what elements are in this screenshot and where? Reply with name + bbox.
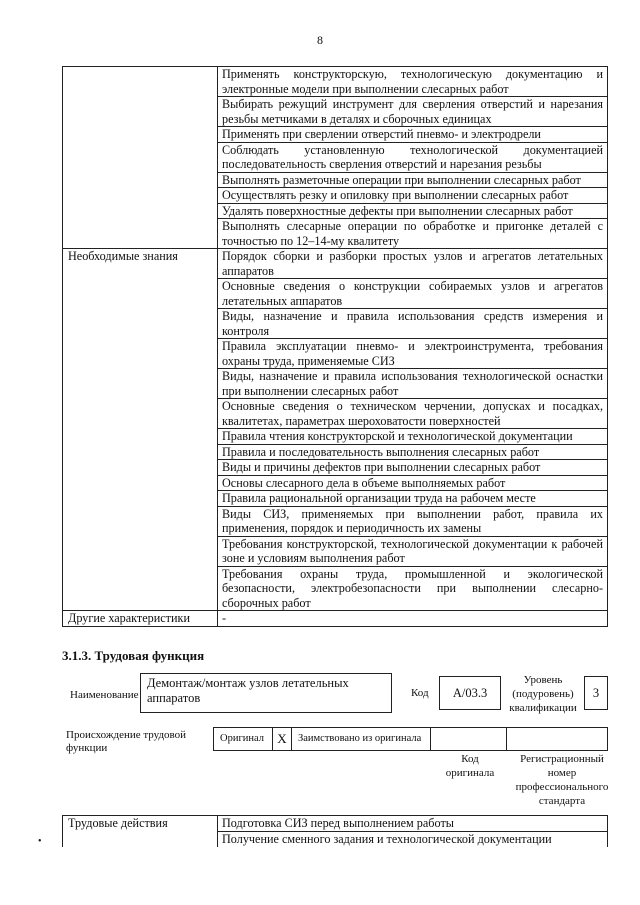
row-text: Применять при сверлении отверстий пневмо- и электродрели (218, 127, 608, 143)
table-row (63, 816, 608, 832)
page-number: 8 (317, 33, 323, 47)
reg-number-cell (506, 727, 608, 751)
row-text: Применять конструкторскую, технологическую документацию и электронные модели при выполнении слесарных работ (218, 67, 608, 97)
row-text: Порядок сборки и разборки простых узлов и агрегатов летательных аппаратов (218, 249, 608, 279)
row-label (63, 127, 218, 143)
level-label: Уровень (подуровень) квалификации (509, 674, 577, 714)
row-label (63, 566, 218, 611)
row-label (63, 429, 218, 445)
row-text: Выбирать режущий инструмент для сверления отверстий и нарезания резьбы метчиками в деталях и сборочных единицах (218, 97, 608, 127)
orig-code-cell (430, 727, 507, 751)
table-row (63, 339, 608, 369)
row-text: Правила рациональной организации труда на рабочем месте (218, 491, 608, 507)
row-text: Правила чтения конструкторской и технологической документации (218, 429, 608, 445)
row-label (63, 506, 218, 536)
table-row (63, 188, 608, 204)
row-label (63, 203, 218, 219)
table-row (63, 309, 608, 339)
row-label (63, 97, 218, 127)
table-row (63, 536, 608, 566)
row-text: Требования охраны труда, промышленной и экологической безопасности, электробезопасности при выполнении слесарно-сборочных работ (218, 566, 608, 611)
level-value-box: 3 (584, 676, 608, 710)
orig-code-label: Код оригинала (445, 753, 495, 779)
table-row (63, 460, 608, 476)
table-row (63, 127, 608, 143)
row-text: - (218, 611, 608, 627)
code-label: Код (411, 687, 429, 699)
row-label: Необходимые знания (63, 249, 218, 279)
row-label (63, 339, 218, 369)
row-label (63, 369, 218, 399)
section-title: 3.1.3. Трудовая функция (62, 648, 205, 663)
row-text: Осуществлять резку и опиловку при выполнении слесарных работ (218, 188, 608, 204)
table-row (63, 611, 608, 627)
table-row (63, 506, 608, 536)
table-row (63, 67, 608, 97)
row-label (63, 67, 218, 97)
original-mark: X (272, 727, 292, 751)
row-label (63, 475, 218, 491)
table-row (63, 172, 608, 188)
function-name-box: Демонтаж/монтаж узлов летательных аппаратов (140, 673, 392, 713)
row-text: Удалять поверхностные дефекты при выполнении слесарных работ (218, 203, 608, 219)
row-label (63, 536, 218, 566)
skills-knowledge-table (62, 66, 608, 627)
row-text: Виды и причины дефектов при выполнении слесарных работ (218, 460, 608, 476)
table-row (63, 369, 608, 399)
table-row (63, 444, 608, 460)
table-row (63, 203, 608, 219)
table-row (63, 399, 608, 429)
labor-actions-table (62, 815, 608, 847)
row-label (63, 142, 218, 172)
row-label: Трудовые действия (63, 816, 218, 832)
row-label (63, 219, 218, 249)
row-text: Выполнять слесарные операции по обработке и пригонке деталей с точностью по 12–14-му квалитету (218, 219, 608, 249)
origin-row (213, 727, 608, 751)
table-row (63, 97, 608, 127)
row-text: Требования конструкторской, технологической документации к рабочей зоне и условиям выполнения работ (218, 536, 608, 566)
row-label (63, 188, 218, 204)
table-row (63, 475, 608, 491)
table-row (63, 429, 608, 445)
row-text: Виды СИЗ, применяемых при выполнении работ, правила их применения, порядок и периодичность их замены (218, 506, 608, 536)
origin-label: Происхождение трудовой функции (66, 729, 187, 754)
row-label (63, 279, 218, 309)
row-label (63, 172, 218, 188)
row-text: Получение сменного задания и технологической документации (218, 832, 608, 848)
original-cell: Оригинал (213, 727, 273, 751)
table-row (63, 142, 608, 172)
table-row (63, 566, 608, 611)
row-text: Правила эксплуатации пневмо- и электроинструмента, требования охраны труда, применяемые СИЗ (218, 339, 608, 369)
row-text: Виды, назначение и правила использования средств измерения и контроля (218, 309, 608, 339)
row-label (63, 309, 218, 339)
table-row (63, 832, 608, 848)
row-text: Подготовка СИЗ перед выполнением работы (218, 816, 608, 832)
row-label (63, 460, 218, 476)
table-row (63, 219, 608, 249)
function-code-box: А/03.3 (439, 676, 501, 710)
row-label (63, 399, 218, 429)
reg-number-label: Регистрационный номер профессионального стандарта (515, 753, 609, 807)
row-text: Правила и последовательность выполнения слесарных работ (218, 444, 608, 460)
table-row (63, 279, 608, 309)
borrowed-cell: Заимствовано из оригинала (291, 727, 431, 751)
row-text: Виды, назначение и правила использования технологической оснастки при выполнении слесарных работ (218, 369, 608, 399)
table-row (63, 249, 608, 279)
row-label: Другие характеристики (63, 611, 218, 627)
row-text: Основные сведения о конструкции собираемых узлов и агрегатов летательных аппаратов (218, 279, 608, 309)
name-label: Наименование (70, 689, 139, 701)
row-text: Основы слесарного дела в объеме выполняемых работ (218, 475, 608, 491)
row-label (63, 832, 218, 848)
table-row (63, 491, 608, 507)
row-text: Основные сведения о техническом черчении, допусках и посадках, квалитетах, параметрах шероховатости поверхностей (218, 399, 608, 429)
row-text: Выполнять разметочные операции при выполнении слесарных работ (218, 172, 608, 188)
row-text: Соблюдать установленную технологической документацией последовательность сверления отверстий и нарезания резьбы (218, 142, 608, 172)
row-label (63, 491, 218, 507)
row-label (63, 444, 218, 460)
margin-dot: • (38, 836, 42, 847)
